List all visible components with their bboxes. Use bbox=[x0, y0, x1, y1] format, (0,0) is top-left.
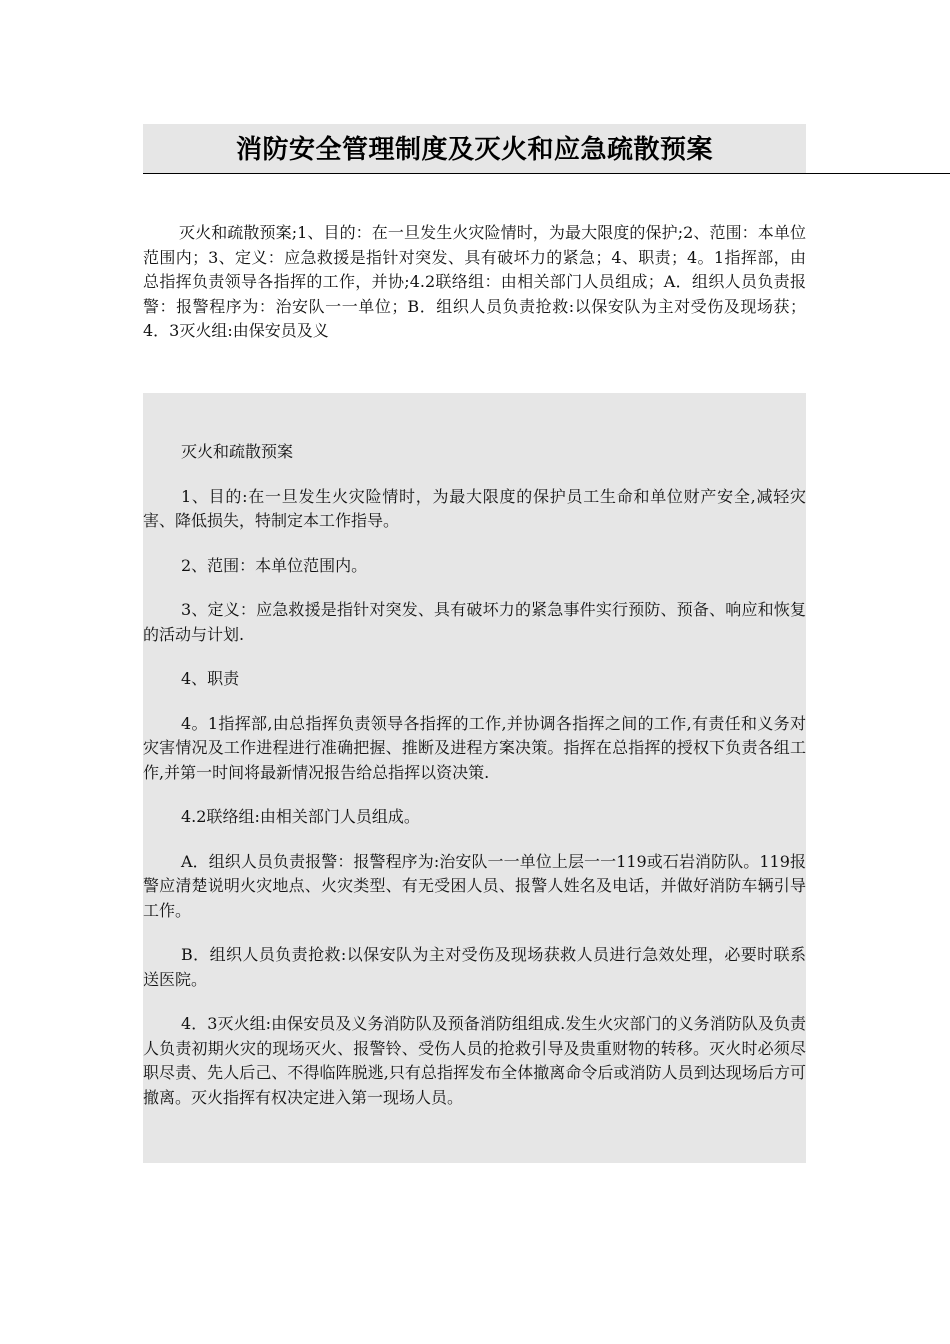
document-title: 消防安全管理制度及灭火和应急疏散预案 bbox=[235, 135, 713, 165]
paragraph-definition: 3、定义：应急救援是指针对突发、具有破坏力的紧急事件实行预防、预备、响应和恢复的活动与计划. bbox=[143, 600, 806, 644]
paragraph-rescue: B．组织人员负责抢救:以保安队为主对受伤及现场获救人员进行急效处理，必要时联系送医院。 bbox=[143, 945, 806, 989]
section-heading: 灭火和疏散预案 bbox=[181, 442, 294, 461]
paragraph-purpose: 1、目的:在一旦发生火灾险情时，为最大限度的保护员工生命和单位财产安全,减轻灾害、降低损失，特制定本工作指导。 bbox=[143, 486, 806, 530]
content-body bbox=[143, 440, 806, 1130]
paragraph-command: 4。1指挥部,由总指挥负责领导各指挥的工作,并协调各指挥之间的工作,有责任和义务对灾害情况及工作进程进行准确把握、推断及进程方案决策。指挥在总指挥的授权下负责各组工作,并第一时间将最新情况报告给总指挥以资决策. bbox=[143, 713, 806, 782]
paragraph-alarm: A．组织人员负责报警：报警程序为:治安队一一单位上层一一119或石岩消防队。119报警应清楚说明火灾地点、火灾类型、有无受困人员、报警人姓名及电话，并做好消防车辆引导工作。 bbox=[143, 851, 806, 920]
content-box bbox=[143, 393, 806, 1163]
paragraph-duties: 4、职责 bbox=[181, 669, 240, 688]
title-divider bbox=[143, 173, 950, 174]
paragraph-liaison: 4.2联络组:由相关部门人员组成。 bbox=[181, 807, 420, 826]
summary-paragraph: 灭火和疏散预案;1、目的：在一旦发生火灾险情时，为最大限度的保护;2、范围：本单位范围内；3、定义：应急救援是指针对突发、具有破坏力的紧急；4、职责；4。1指挥部，由总指挥负责领导各指挥的工作，并协;4.2联络组：由相关部门人员组成；A．组织人员负责报警：报警程序为：治安队一一单位；B．组织人员负责抢救:以保安队为主对受伤及现场获；4．3灭火组:由保安员及义 bbox=[143, 223, 806, 340]
paragraph-firefighting: 4．3灭火组:由保安员及义务消防队及预备消防组组成.发生火灾部门的义务消防队及负责人负责初期火灾的现场灭火、报警铃、受伤人员的抢救引导及贵重财物的转移。灭火时必须尽职尽责、先人后己、不得临阵脱逃,只有总指挥发布全体撤离命令后或消防人员到达现场后方可撤离。灭火指挥有权决定进入第一现场人员。 bbox=[143, 1014, 806, 1107]
paragraph-scope: 2、范围：本单位范围内。 bbox=[181, 555, 368, 575]
